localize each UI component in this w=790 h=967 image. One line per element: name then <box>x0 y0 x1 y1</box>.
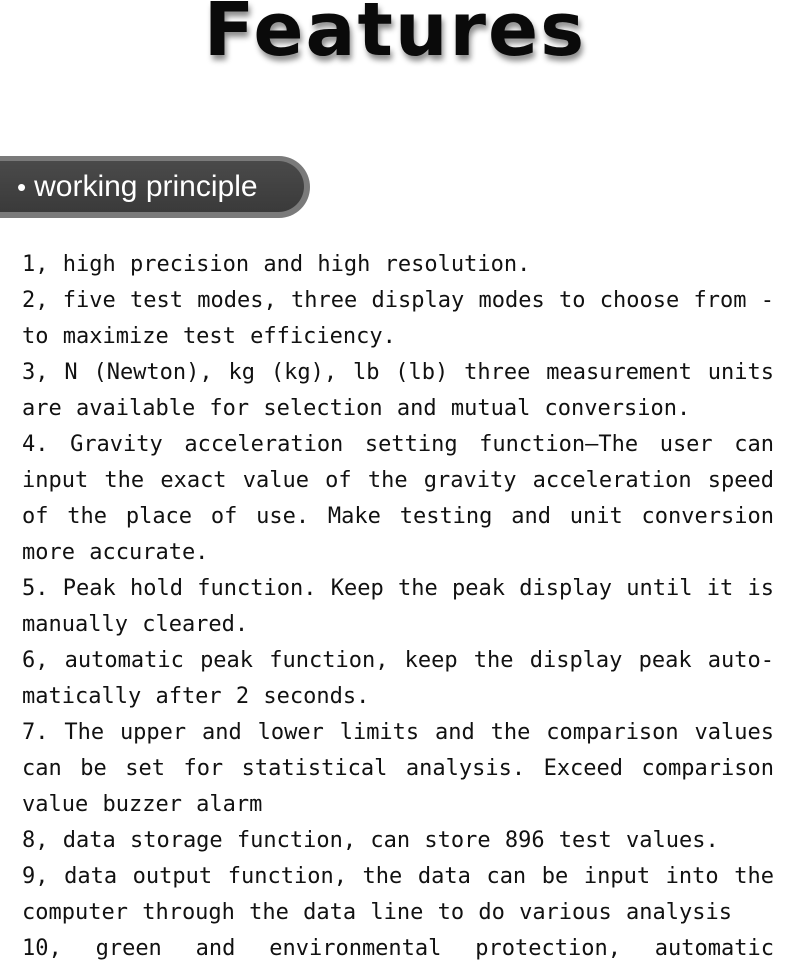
feature-item: 3, N (Newton), kg (kg), lb (lb) three measurement units are available for selection and mutual conversion. <box>22 360 774 421</box>
feature-item: 5. Peak hold function. Keep the peak display until it is manually cleared. <box>22 576 774 637</box>
feature-item: 1, high precision and high resolution. <box>22 252 531 277</box>
feature-item: 7. The upper and lower limits and the comparison values can be set for statistical analysis. Exceed comparison value buzzer alarm <box>22 720 774 817</box>
feature-list <box>22 247 774 967</box>
section-header-badge <box>0 156 310 218</box>
feature-item: 9, data output function, the data can be input into the computer through the data line to do various analysis <box>22 864 774 925</box>
page-title: Features <box>203 0 587 73</box>
feature-item: 8, data storage function, can store 896 test values. <box>22 828 719 853</box>
feature-item: 2, five test modes, three display modes to choose from - to maximize test efficiency. <box>22 288 774 349</box>
section-header-label: working principle <box>34 169 258 203</box>
feature-item: 6, automatic peak function, keep the display peak auto-matically after 2 seconds. <box>22 648 774 709</box>
feature-item: 4. Gravity acceleration setting function—The user can input the exact value of the gravity acceleration speed of the place of use. Make testing and unit conversion more accurate. <box>22 432 774 565</box>
feature-item: 10, green and environmental protection, automatic <box>22 936 774 961</box>
section-header-inner <box>0 161 304 212</box>
bullet-icon: • <box>17 171 27 202</box>
